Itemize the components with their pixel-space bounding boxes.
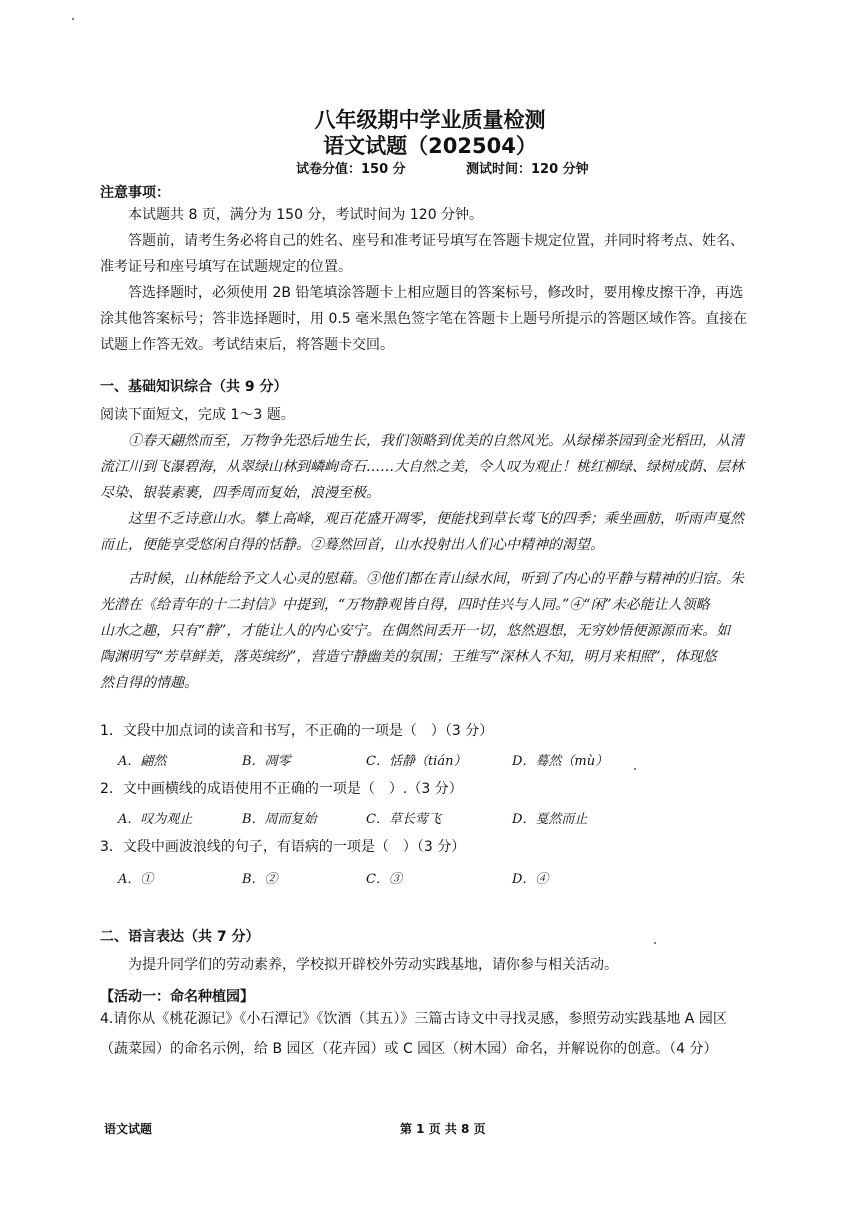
exam-title: 八年级期中学业质量检测 (314, 108, 546, 132)
page-number: 第 1 页 共 8 页 (400, 1122, 486, 1136)
q2-option-b[interactable]: B．周而复始 (242, 812, 317, 827)
passage-line: 这里不乏诗意山水。攀上高峰，观百花盛开凋零，便能找到草长莺飞的四季；乘坐画舫，听雨声戛然 (128, 511, 744, 527)
notice-heading: 注意事项： (100, 185, 170, 201)
section2-intro: 为提升同学们的劳动素养，学校拟开辟校外劳动实践基地，请你参与相关活动。 (128, 957, 618, 973)
q3-option-b[interactable]: B．② (242, 872, 278, 887)
notice-line: 答题前，请考生务必将自己的姓名、座号和准考证号填写在答题卡规定位置，并同时将考点、姓名、 (128, 233, 744, 249)
q3-option-a[interactable]: A．① (118, 872, 154, 887)
notice-line: 答选择题时，必须使用 2B 铅笔填涂答题卡上相应题目的答案标号，修改时，要用橡皮擦干净，再选 (128, 285, 744, 301)
passage-line: 陶渊明写“芳草鲜美，落英缤纷”，营造宁静幽美的氛围；王维写“深林人不知，明月来相照”，体现悠 (100, 649, 717, 665)
notice-line: 试题上作答无效。考试结束后，将答题卡交回。 (100, 337, 394, 353)
notice-line: 涂其他答案标号；答非选择题时，用 0.5 毫米黑色签字笔在答题卡上题号所提示的答题区域作答。直接在 (100, 311, 748, 327)
passage-line: 山水之趣，只有“静”，才能让人的内心安宁。在偶然间丢开一切，悠然遐想，无穷妙悟便源源而来。如 (100, 623, 731, 639)
q2-option-a[interactable]: A．叹为观止 (118, 812, 193, 827)
section1-heading: 一、基础知识综合（共 9 分） (100, 379, 288, 395)
question-1-stem: 1．文段中加点词的读音和书写，不正确的一项是（ ）（3 分） (100, 723, 494, 739)
q1-option-a[interactable]: A．翩然 (118, 754, 167, 769)
notice-block (100, 202, 800, 358)
q4-line: （蔬菜园）的命名示例，给 B 园区（花卉园）或 C 园区（树木园）命名，并解说你的创意。（4 分） (100, 1041, 718, 1057)
q2-option-d[interactable]: D．戛然而止 (512, 812, 588, 827)
scan-speck (634, 768, 636, 770)
time-label: 测试时间：120 分钟 (466, 162, 589, 177)
passage-line: 古时候，山林能给予文人心灵的慰藉。③他们都在青山绿水间，听到了内心的平静与精神的归宿。朱 (128, 571, 744, 587)
passage-line: ①春天翩然而至，万物争先恐后地生长，我们领略到优美的自然风光。从绿梯茶园到金光稻田，从清 (128, 433, 744, 449)
passage-line: 而止，便能享受悠闲自得的恬静。②蓦然回首，山水投射出人们心中精神的渴望。 (100, 537, 604, 553)
section2-heading: 二、语言表达（共 7 分） (100, 929, 260, 945)
activity-heading: 【活动一：命名种植园】 (100, 989, 254, 1005)
q1-option-d[interactable]: D．蓦然（mù） (512, 754, 609, 769)
question-3-stem: 3．文段中画波浪线的句子，有语病的一项是（ ）（3 分） (100, 839, 466, 855)
question-2-stem: 2．文中画横线的成语使用不正确的一项是（ ）.（3 分） (100, 781, 463, 797)
q3-option-c[interactable]: C．③ (366, 872, 402, 887)
reading-passage (100, 428, 800, 696)
q4-line: 4.请你从《桃花源记》《小石潭记》《饮酒（其五）》三篇古诗文中寻找灵感，参照劳动实践基地 A 园区 (100, 1011, 727, 1027)
section1-intro: 阅读下面短文，完成 1～3 题。 (100, 407, 295, 423)
score-label: 试卷分值：150 分 (296, 162, 406, 177)
footer-left: 语文试题 (104, 1122, 153, 1136)
notice-line: 准考证号和座号填写在试题规定的位置。 (100, 259, 352, 275)
scan-speck (654, 942, 656, 944)
passage-line: 流江川到飞瀑碧海，从翠绿山林到嶙峋奇石……大自然之美，令人叹为观止！桃红柳绿、绿树成荫、层林 (100, 459, 744, 475)
scan-speck (72, 18, 74, 20)
q1-option-b[interactable]: B．凋零 (242, 754, 291, 769)
passage-line: 然自得的情趣。 (100, 675, 198, 691)
notice-line: 本试题共 8 页，满分为 150 分，考试时间为 120 分钟。 (128, 207, 484, 223)
passage-line: 光潜在《给青年的十二封信》中提到，“万物静观皆自得，四时佳兴与人同。”④“闲”未必能让人领略 (100, 597, 710, 613)
passage-line: 尽染、银装素裹，四季周而复始，浪漫至极。 (100, 485, 380, 501)
question-4 (100, 1006, 800, 1062)
q1-option-c[interactable]: C．恬静（tián） (366, 754, 467, 769)
q3-option-d[interactable]: D．④ (512, 872, 549, 887)
q2-option-c[interactable]: C．草长莺飞 (366, 812, 441, 827)
exam-subtitle: 语文试题（202504） (323, 134, 537, 158)
